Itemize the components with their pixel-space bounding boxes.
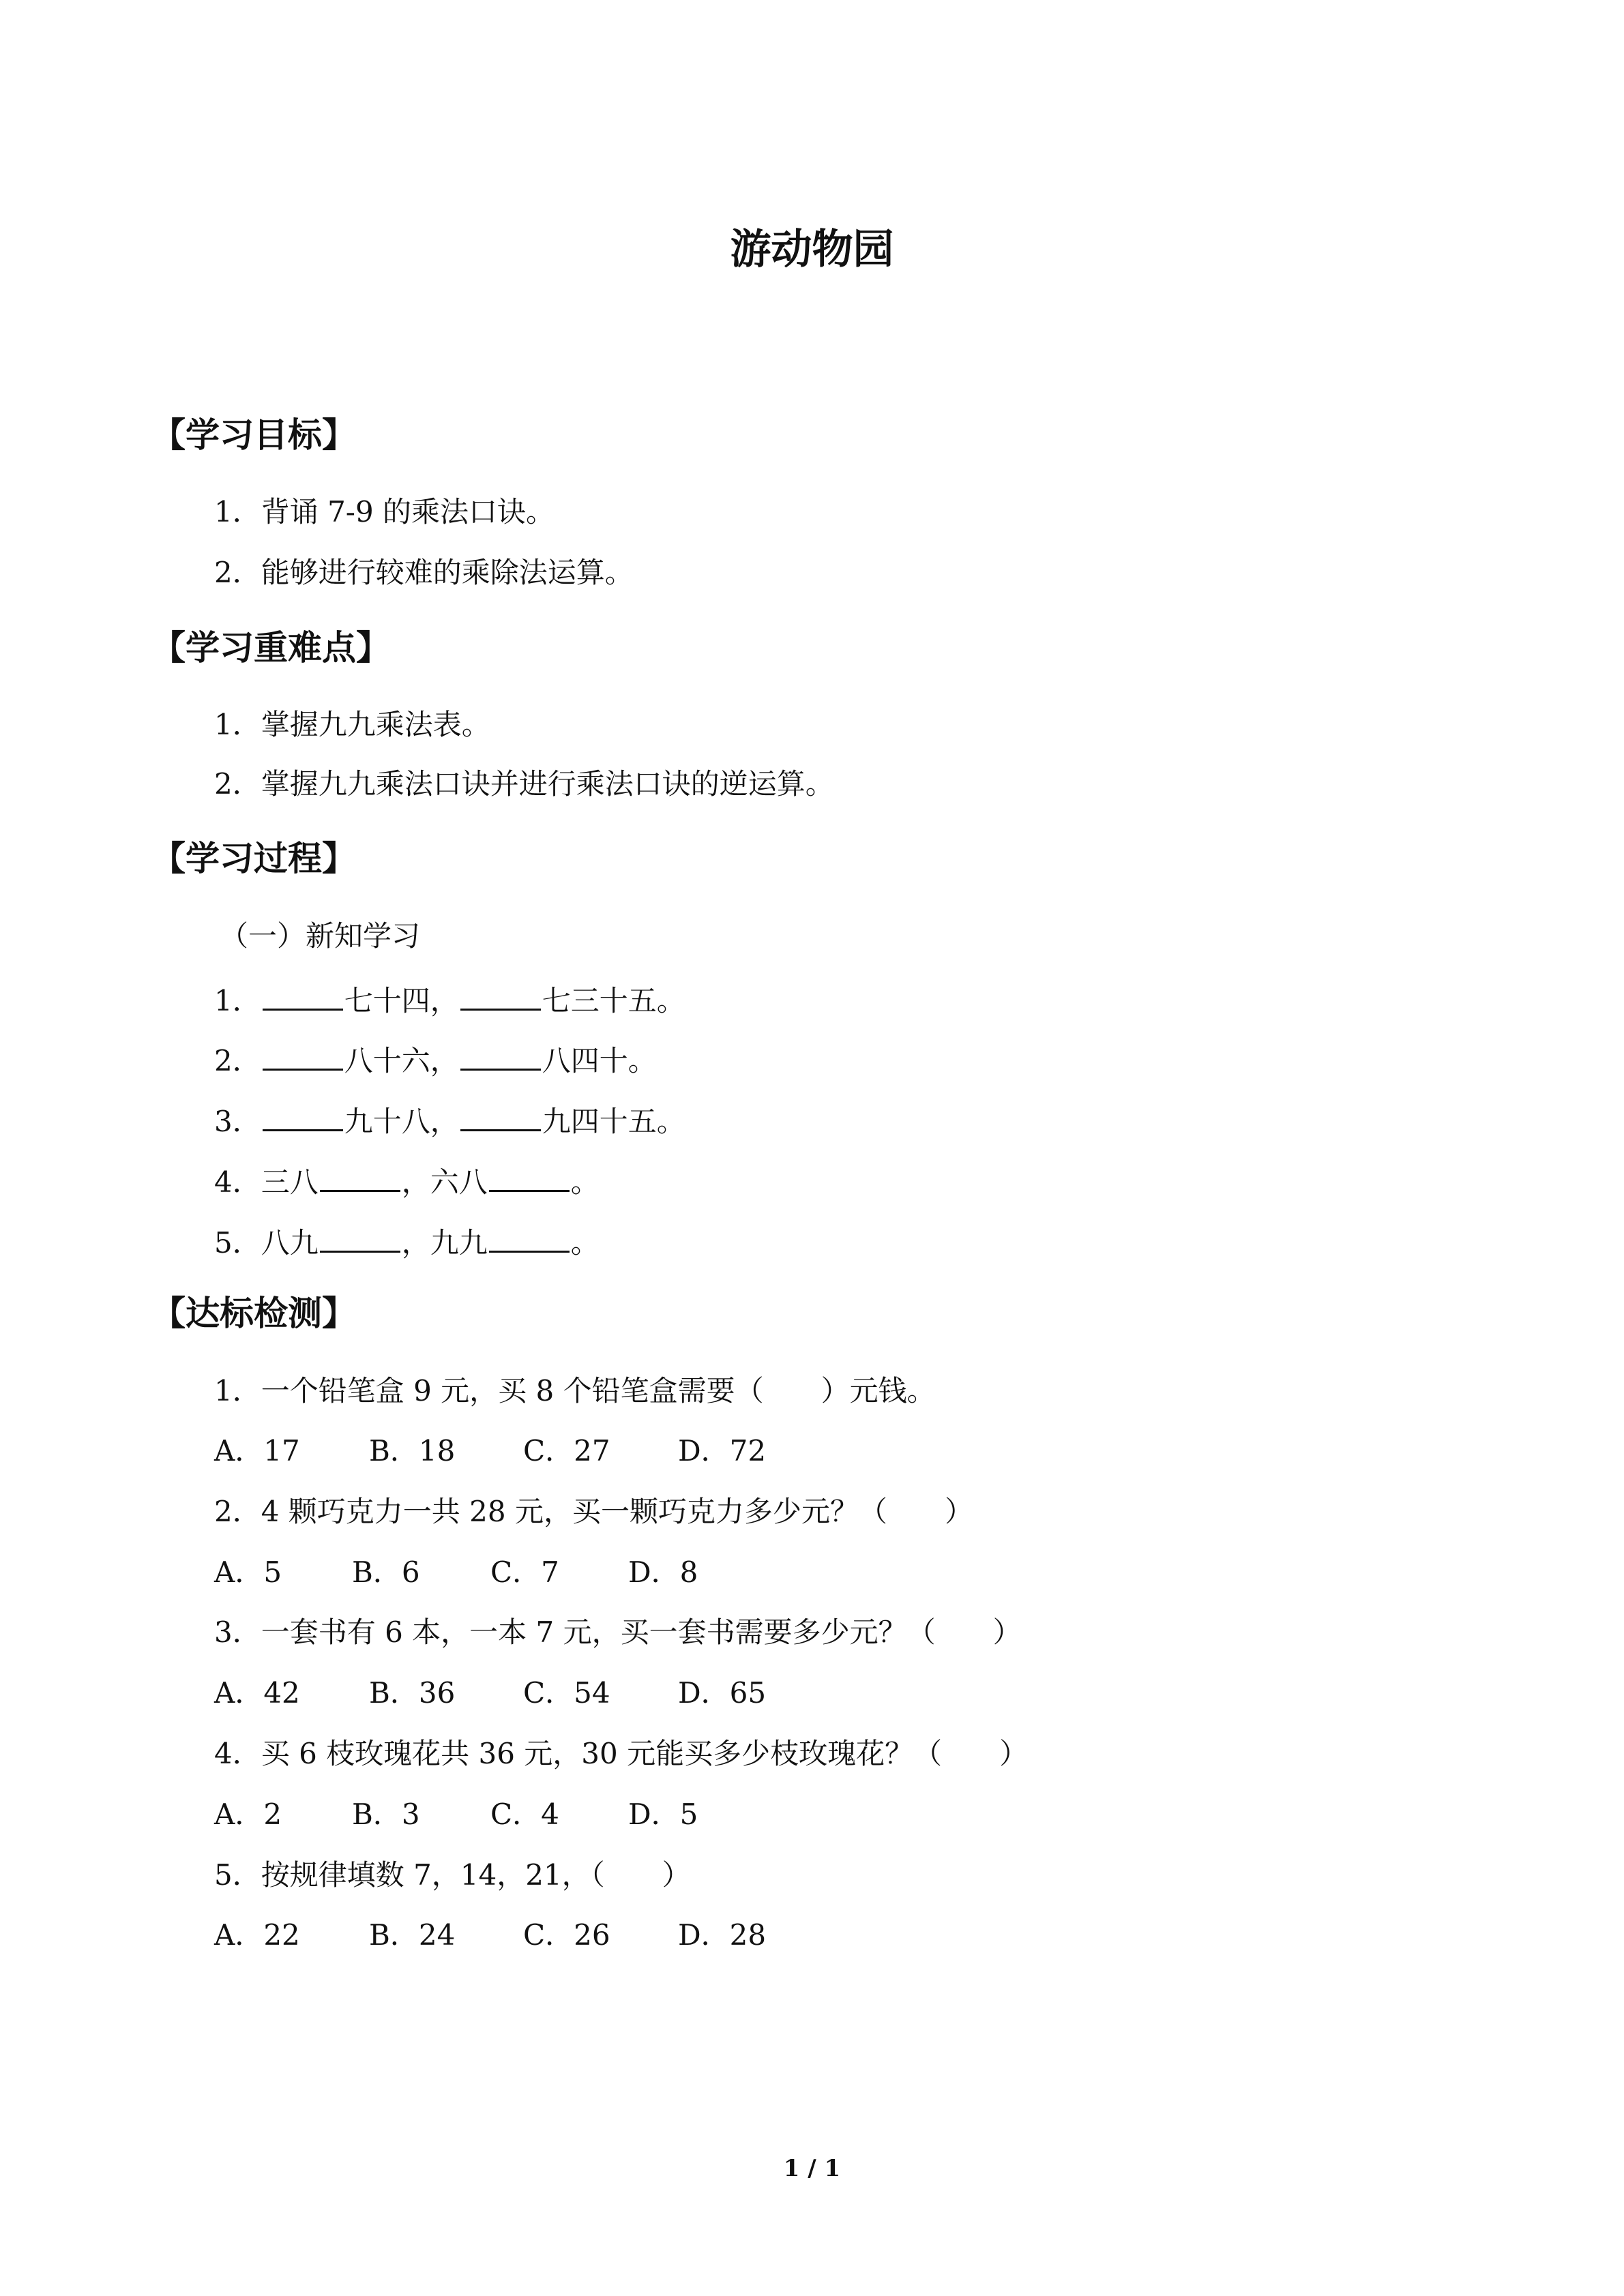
answer-blank[interactable] [263,984,343,1011]
question-5: 5．按规律填数 7，14，21，（ ） [214,1858,691,1892]
item-text: 。 [570,1226,600,1259]
answer-blank[interactable] [320,1165,400,1192]
item-text: 七十四， [344,984,459,1017]
option-c[interactable]: C．27 [523,1434,610,1467]
item-number: 4． [214,1165,261,1199]
option-c[interactable]: C．54 [523,1676,610,1710]
answer-blank[interactable] [320,1226,400,1253]
item-text: 。 [570,1165,600,1199]
option-a[interactable]: A．2 [214,1798,282,1831]
option-c[interactable]: C．26 [523,1918,610,1952]
answer-blank[interactable] [489,1226,570,1253]
fill-blank-item-4 [214,1165,600,1197]
item-text: 六八 [430,1165,488,1199]
answer-blank[interactable] [460,1105,541,1131]
fill-blank-item-1 [214,984,685,1015]
item-number: 3． [214,1105,261,1138]
fill-blank-item-2 [214,1044,657,1075]
item-text: 八十六， [344,1044,459,1077]
option-a[interactable]: A．22 [214,1918,300,1952]
item-text: ， [401,1165,430,1199]
fill-blank-item-5 [214,1226,600,1257]
page-number: 1 / 1 [783,2155,841,2182]
answer-blank[interactable] [460,984,541,1011]
goal-item-2: 2．能够进行较难的乘除法运算。 [214,556,634,589]
option-b[interactable]: B．3 [352,1798,420,1831]
goal-item-1: 1．背诵 7-9 的乘法口诀。 [214,495,555,528]
option-d[interactable]: D．72 [678,1434,767,1467]
option-d[interactable]: D．65 [678,1676,767,1710]
option-b[interactable]: B．6 [352,1555,420,1589]
item-text: 七三十五。 [542,984,685,1017]
section-heading-test: 【达标检测】 [151,1294,356,1333]
process-subheading: （一）新知学习 [220,919,421,953]
option-b[interactable]: B．24 [369,1918,456,1952]
item-number: 1． [214,984,261,1017]
answer-blank[interactable] [460,1044,541,1071]
option-d[interactable]: D．5 [628,1798,698,1831]
document-title: 游动物园 [730,226,894,273]
key-point-item-1: 1．掌握九九乘法表。 [214,708,490,741]
option-d[interactable]: D．28 [678,1918,767,1952]
fill-blank-item-3 [214,1105,685,1136]
question-4: 4．买 6 枝玫瑰花共 36 元，30 元能买多少枝玫瑰花？（ ） [214,1737,1029,1770]
item-text: 八四十。 [542,1044,657,1077]
answer-blank[interactable] [489,1165,570,1192]
option-c[interactable]: C．4 [490,1798,559,1831]
question-1: 1．一个铅笔盒 9 元，买 8 个铅笔盒需要（ ）元钱。 [214,1374,936,1407]
question-2: 2．4 颗巧克力一共 28 元，买一颗巧克力多少元？（ ） [214,1495,973,1528]
question-3: 3．一套书有 6 本，一本 7 元，买一套书需要多少元？（ ） [214,1615,1022,1649]
option-a[interactable]: A．42 [214,1676,300,1710]
item-number: 2． [214,1044,261,1077]
section-heading-goals: 【学习目标】 [151,415,356,455]
item-text: 九四十五。 [542,1105,685,1138]
item-number: 5． [214,1226,261,1259]
section-heading-key-points: 【学习重难点】 [151,628,390,668]
option-c[interactable]: C．7 [490,1555,559,1589]
section-heading-process: 【学习过程】 [151,839,356,878]
option-b[interactable]: B．36 [369,1676,456,1710]
item-text: 八九 [261,1226,319,1259]
option-a[interactable]: A．5 [214,1555,282,1589]
answer-blank[interactable] [263,1044,343,1071]
item-text: ， [401,1226,430,1259]
option-d[interactable]: D．8 [628,1555,698,1589]
item-text: 九九 [430,1226,488,1259]
key-point-item-2: 2．掌握九九乘法口诀并进行乘法口诀的逆运算。 [214,767,834,801]
option-b[interactable]: B．18 [369,1434,456,1467]
option-a[interactable]: A．17 [214,1434,300,1467]
item-text: 三八 [261,1165,319,1199]
item-text: 九十八， [344,1105,459,1138]
answer-blank[interactable] [263,1105,343,1131]
